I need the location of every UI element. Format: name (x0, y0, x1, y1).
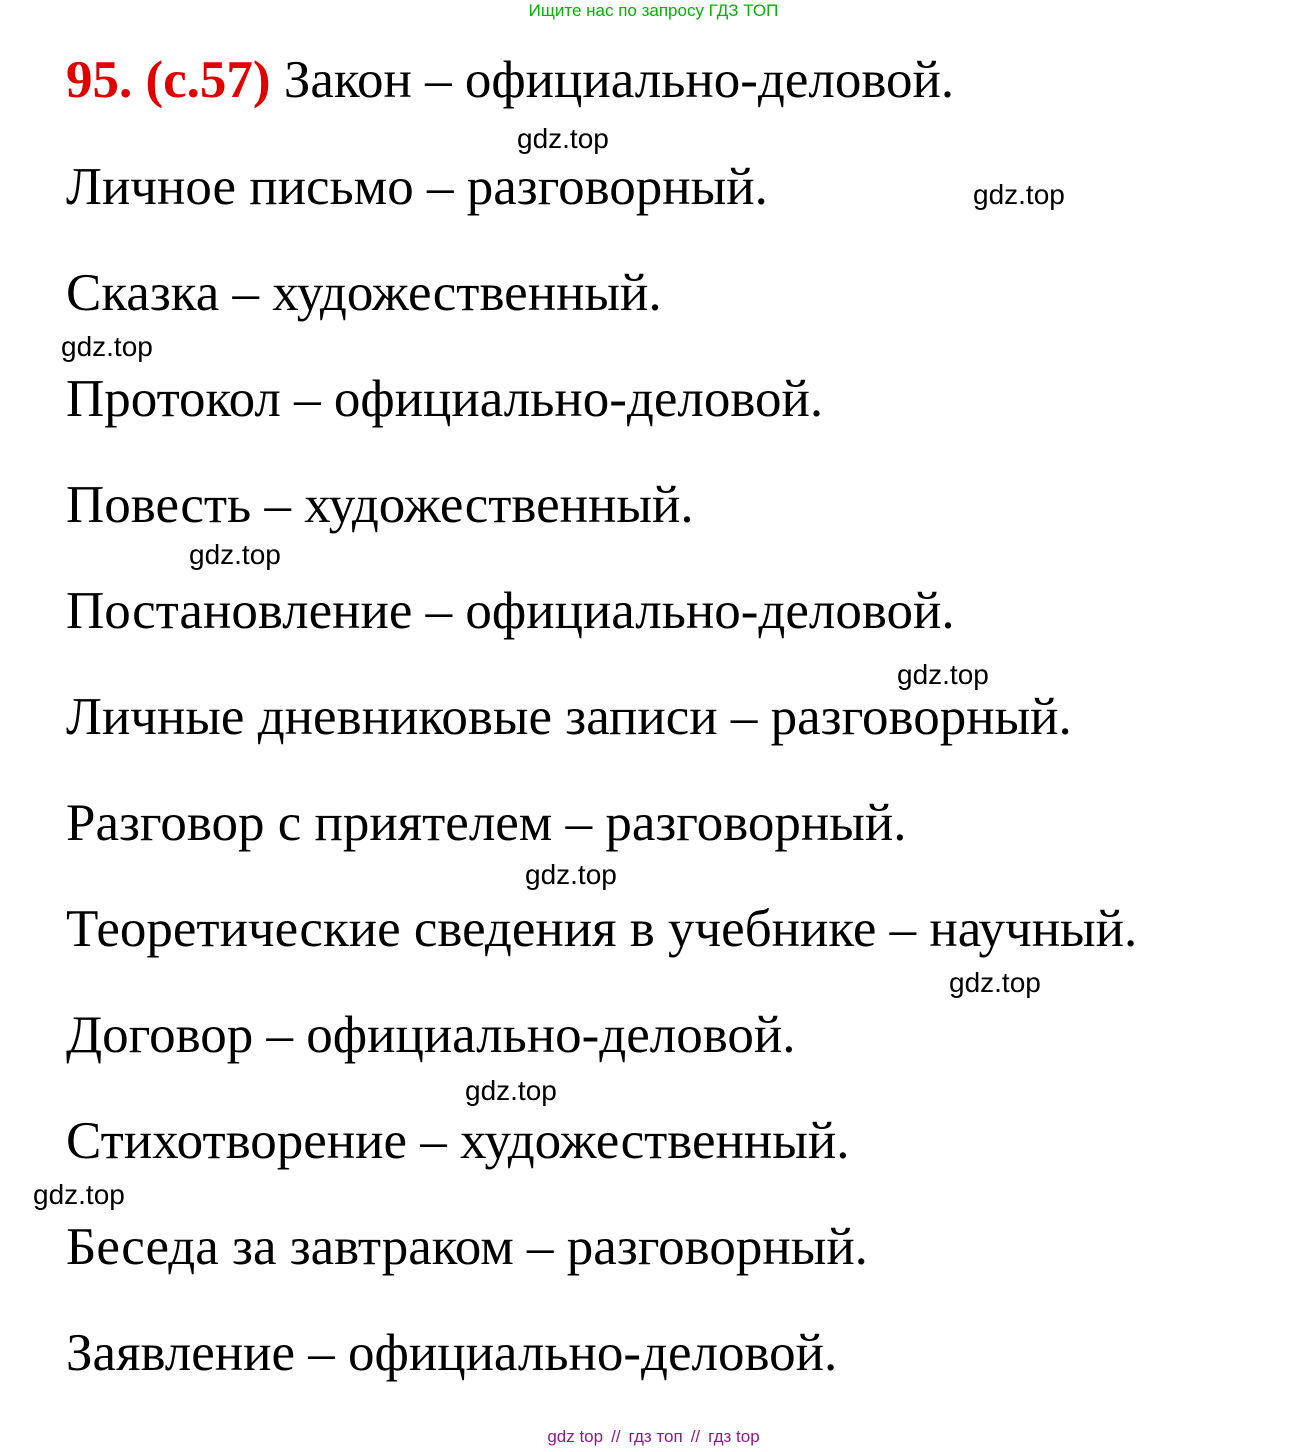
watermark: gdz.top (189, 539, 281, 570)
watermark: gdz.top (897, 659, 989, 690)
watermark: gdz.top (517, 123, 609, 154)
watermark: gdz.top (949, 967, 1041, 998)
watermark: gdz.top (465, 1075, 557, 1106)
answer-line-2: Личное письмо – разговорный. (66, 158, 768, 216)
answer-line-12: Беседа за завтраком – разговорный. (66, 1218, 868, 1276)
answer-line-1: Закон – официально-деловой. (283, 51, 955, 109)
answer-line-9: Теоретические сведения в учебнике – научный. (66, 900, 1138, 958)
answer-line-13: Заявление – официально-деловой. (66, 1324, 838, 1382)
top-banner: Ищите нас по запросу ГДЗ ТОП (528, 1, 779, 20)
answer-line-3: Сказка – художественный. (66, 264, 662, 322)
task-number: 95. (с.57) (66, 51, 271, 109)
answer-line-6: Постановление – официально-деловой. (66, 582, 955, 640)
task-first-line (66, 50, 954, 110)
answer-line-10: Договор – официально-деловой. (66, 1006, 796, 1064)
answer-line-5: Повесть – художественный. (66, 476, 694, 534)
watermark: gdz.top (525, 859, 617, 890)
footer-part-3: гдз top (708, 1427, 760, 1446)
watermark: gdz.top (33, 1179, 125, 1210)
footer-separator: // (611, 1427, 621, 1446)
answer-line-7: Личные дневниковые записи – разговорный. (66, 688, 1072, 746)
answer-line-4: Протокол – официально-деловой. (66, 370, 824, 428)
answer-line-11: Стихотворение – художественный. (66, 1112, 850, 1170)
answer-line-8: Разговор с приятелем – разговорный. (66, 794, 907, 852)
footer (0, 1427, 1307, 1447)
footer-part-2: гдз топ (628, 1427, 683, 1446)
watermark: gdz.top (973, 179, 1065, 210)
watermark: gdz.top (61, 331, 153, 362)
footer-separator: // (690, 1427, 701, 1446)
footer-part-1: gdz top (547, 1427, 604, 1446)
